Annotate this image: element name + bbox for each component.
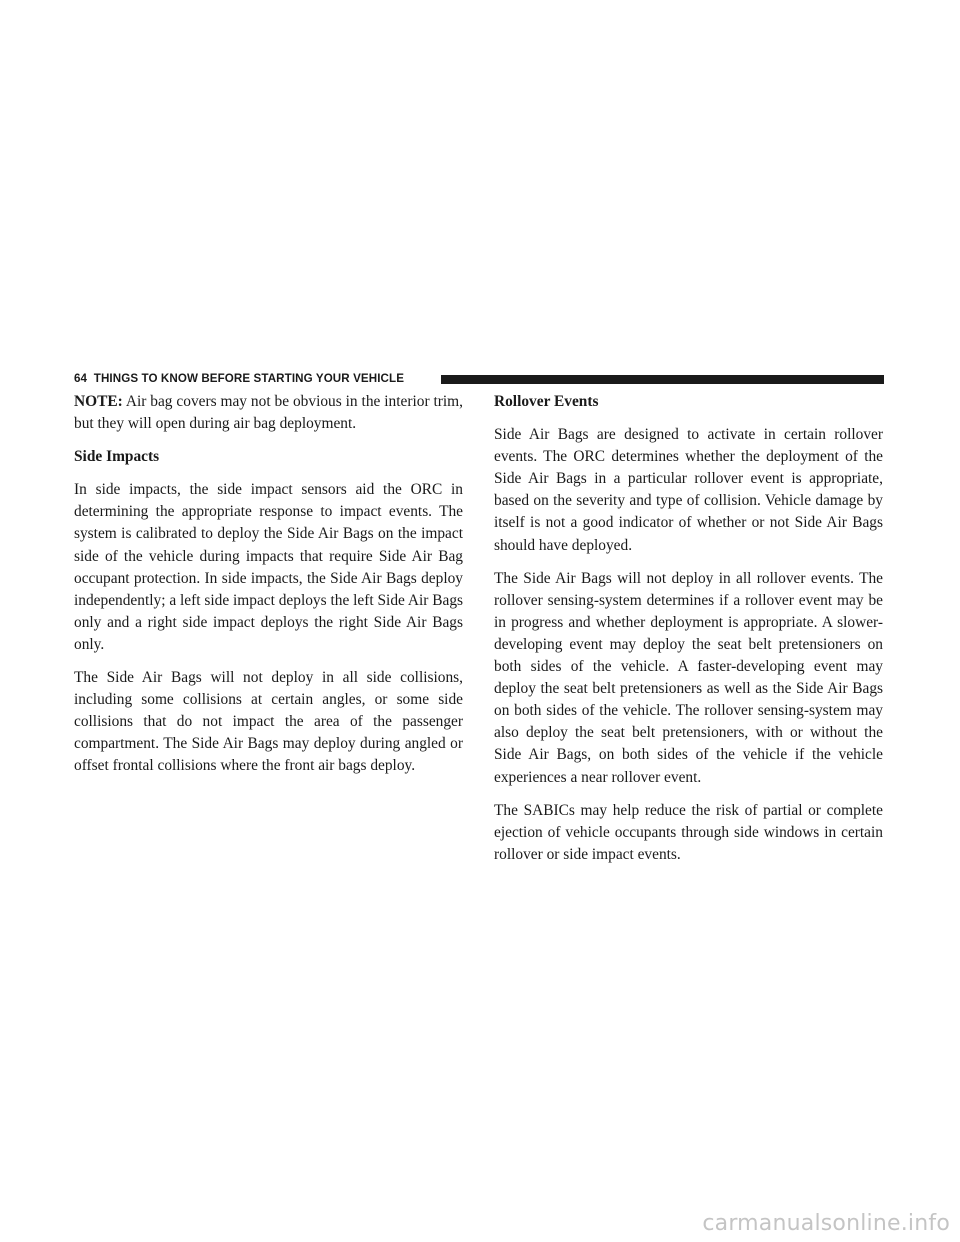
side-impacts-paragraph-2: The Side Air Bags will not deploy in all side collisions, including some collisions at certain angles, or some side collisions that do not impact the area of the passenger compartment. The Side Air Bags may deploy during angled or offset frontal collisions where the front air bags deploy. [74, 669, 463, 775]
rollover-paragraph-1: Side Air Bags are designed to activate in certain rollover events. The ORC determines whether the deployment of the Side Air Bags in a particular rollover event is appropriate, based on the severity and type of collision. Vehicle damage by itself is not a good indicator of whether or not Side Air Bags should have deployed. [494, 426, 883, 554]
note-paragraph [74, 391, 463, 435]
note-text: Air bag covers may not be obvious in the interior trim, but they will open during air bag deployment. [74, 393, 463, 433]
left-column [74, 391, 463, 789]
section-title: THINGS TO KNOW BEFORE STARTING YOUR VEHICLE [93, 372, 405, 385]
page-header [74, 372, 884, 386]
note-label: NOTE: [74, 393, 123, 410]
page-number: 64 [74, 372, 88, 385]
rollover-paragraph-3: The SABICs may help reduce the risk of partial or complete ejection of vehicle occupants through side windows in certain rollover or side impact events. [494, 801, 883, 863]
rollover-heading: Rollover Events [494, 393, 599, 410]
header-bar [441, 375, 884, 384]
side-impacts-paragraph-1: In side impacts, the side impact sensors aid the ORC in determining the appropriate response to impact events. The system is calibrated to deploy the Side Air Bags on the impact side of the vehicle during impacts that require Side Air Bag occupant protection. In side impacts, the Side Air Bags deploy independently; a left side impact deploys the left Side Air Bags only and a right side impact deploys the right Side Air Bags only. [74, 481, 463, 653]
header-text [74, 372, 404, 386]
watermark-link[interactable]: carmanualsonline.info [702, 1211, 950, 1236]
right-column [494, 391, 883, 877]
page-footer [0, 1194, 960, 1242]
side-impacts-heading: Side Impacts [74, 448, 160, 466]
rollover-paragraph-2: The Side Air Bags will not deploy in all rollover events. The rollover sensing-system determines if a rollover event may be in progress and whether deployment is appropriate. A slower-developing event may deploy the seat belt pretensioners on both sides of the vehicle. A faster-developing event may deploy the seat belt pretensioners as well as the Side Air Bags on both sides of the vehicle. The rollover sensing-system may also deploy the seat belt pretensioners, with or without the Side Air Bags, on both sides of the vehicle if the vehicle experiences a near rollover event. [494, 569, 883, 786]
